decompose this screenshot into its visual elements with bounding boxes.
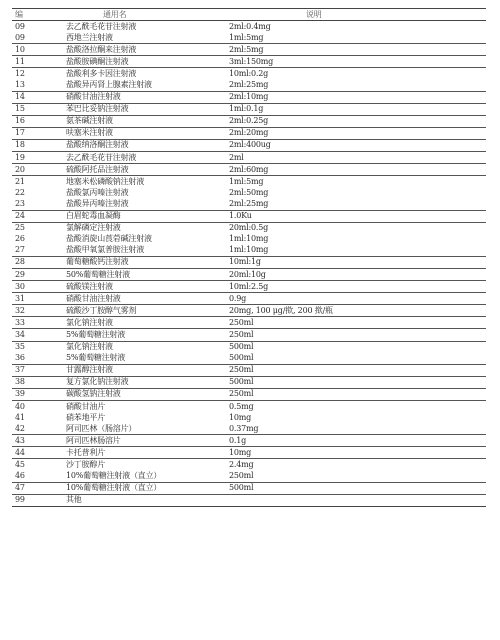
table-row xyxy=(12,44,486,56)
table-row xyxy=(12,268,486,280)
table-row xyxy=(12,305,486,317)
row-note: 2.4mg xyxy=(229,460,254,470)
row-drug-name: 5%葡萄糖注射液 xyxy=(66,353,126,363)
row-note: 10mg xyxy=(229,447,252,457)
row-note: 500ml xyxy=(229,483,254,493)
row-code: 23 xyxy=(15,198,25,208)
row-note: 10ml:0.2g xyxy=(229,68,269,78)
row-drug-name: 呋塞米注射液 xyxy=(66,128,113,138)
table-row xyxy=(12,222,486,234)
row-code: 13 xyxy=(15,80,25,90)
row-drug-name: 苯巴比妥钠注射液 xyxy=(66,104,129,114)
header-note: 说明 xyxy=(306,9,322,19)
row-note: 2ml:50mg xyxy=(229,187,269,197)
row-note: 20mg, 100 μg/揿, 200 揿/瓶 xyxy=(229,305,333,315)
table-row xyxy=(12,423,486,435)
table-body xyxy=(12,21,486,507)
table-row xyxy=(12,198,486,210)
row-note: 2ml:10mg xyxy=(229,92,269,102)
row-code: 16 xyxy=(15,116,25,126)
row-note: 250ml xyxy=(229,471,254,481)
row-code: 18 xyxy=(15,140,25,150)
row-code: 99 xyxy=(15,495,25,505)
row-drug-name: 甘露醇注射液 xyxy=(66,365,113,375)
row-code: 43 xyxy=(15,435,25,445)
table-row xyxy=(12,293,486,305)
row-note: 500ml xyxy=(229,353,254,363)
row-note: 10ml:1g xyxy=(229,257,261,267)
row-code: 29 xyxy=(15,269,25,279)
row-code: 21 xyxy=(15,176,25,186)
row-drug-name: 硫酸镁注射液 xyxy=(66,281,113,291)
row-drug-name: 硫酸沙丁胺醇气雾剂 xyxy=(66,305,137,315)
row-drug-name: 硝酸甘油注射液 xyxy=(66,293,121,303)
row-drug-name: 去乙酰毛花苷注射液 xyxy=(66,21,137,31)
row-note: 250ml xyxy=(229,365,254,375)
drug-table xyxy=(12,8,486,507)
row-code: 40 xyxy=(15,401,25,411)
row-note: 2ml:25mg xyxy=(229,198,269,208)
row-code: 10 xyxy=(15,44,25,54)
row-code: 14 xyxy=(15,92,25,102)
row-drug-name: 硝酸甘油注射液 xyxy=(66,92,121,102)
row-drug-name: 10%葡萄糖注射液（直立） xyxy=(66,471,162,481)
row-drug-name: 硝苯地平片 xyxy=(66,412,105,422)
table-row xyxy=(12,164,486,176)
header-code: 编 xyxy=(15,9,23,19)
row-note: 1ml:5mg xyxy=(229,32,264,42)
row-code: 45 xyxy=(15,460,25,470)
table-row xyxy=(12,139,486,151)
table-row xyxy=(12,376,486,388)
row-note: 2ml:5mg xyxy=(229,44,264,54)
row-code: 31 xyxy=(15,293,25,303)
row-note: 2ml:60mg xyxy=(229,164,269,174)
row-drug-name: 盐酸消旋山莨菪碱注射液 xyxy=(66,234,152,244)
row-note: 2ml:400ug xyxy=(229,140,271,150)
row-drug-name: 盐酸异丙肾上腺素注射液 xyxy=(66,80,152,90)
table-row xyxy=(12,329,486,341)
row-drug-name: 去乙酰毛花苷注射液 xyxy=(66,152,137,162)
row-drug-name: 硫酸阿托品注射液 xyxy=(66,164,129,174)
row-note: 1ml:10mg xyxy=(229,245,269,255)
row-drug-name: 复方氯化钠注射液 xyxy=(66,377,129,387)
table-row xyxy=(12,103,486,115)
row-note: 250ml xyxy=(229,389,254,399)
table-row xyxy=(12,435,486,447)
table-row xyxy=(12,447,486,459)
row-drug-name: 盐酸异丙嗪注射液 xyxy=(66,198,129,208)
table-row xyxy=(12,412,486,423)
row-note: 250ml xyxy=(229,329,254,339)
row-drug-name: 卡托普利片 xyxy=(66,447,105,457)
row-note: 10mg xyxy=(229,412,252,422)
table-row xyxy=(12,401,486,413)
row-code: 09 xyxy=(15,21,25,31)
row-drug-name: 50%葡萄糖注射液 xyxy=(66,269,130,279)
row-code: 11 xyxy=(15,56,25,66)
table-row xyxy=(12,256,486,268)
table-row xyxy=(12,459,486,471)
row-code: 47 xyxy=(15,483,25,493)
table-row xyxy=(12,210,486,222)
row-code: 38 xyxy=(15,377,25,387)
row-code: 24 xyxy=(15,211,25,221)
row-note: 2ml:0.4mg xyxy=(229,21,271,31)
row-drug-name: 盐酸甲氧氯普胺注射液 xyxy=(66,245,144,255)
table-row xyxy=(12,388,486,400)
table-row xyxy=(12,115,486,127)
row-code: 30 xyxy=(15,281,25,291)
table-row xyxy=(12,353,486,365)
row-drug-name: 碳酸氢钠注射液 xyxy=(66,389,121,399)
row-code: 26 xyxy=(15,234,25,244)
row-drug-name: 硝酸甘油片 xyxy=(66,401,105,411)
row-note: 0.37mg xyxy=(229,423,259,433)
row-drug-name: 盐酸胺碘酮注射液 xyxy=(66,56,129,66)
header-name: 通用名 xyxy=(103,9,127,19)
row-note: 1ml:10mg xyxy=(229,234,269,244)
row-drug-name: 其他 xyxy=(66,495,82,505)
table-row xyxy=(12,32,486,44)
row-drug-name: 5%葡萄糖注射液 xyxy=(66,329,126,339)
row-note: 0.9g xyxy=(229,293,247,303)
row-drug-name: 盐酸纳洛酮注射液 xyxy=(66,140,129,150)
row-drug-name: 阿司匹林（肠溶片） xyxy=(66,423,137,433)
row-code: 19 xyxy=(15,152,25,162)
row-drug-name: 葡萄糖酸钙注射液 xyxy=(66,257,129,267)
table-row xyxy=(12,482,486,494)
row-code: 20 xyxy=(15,164,25,174)
row-note: 2ml:25mg xyxy=(229,80,269,90)
row-note xyxy=(226,494,486,506)
row-drug-name: 氨茶碱注射液 xyxy=(66,116,113,126)
row-drug-name: 氯化钠注射液 xyxy=(66,317,113,327)
row-code: 35 xyxy=(15,342,25,352)
table-row xyxy=(12,127,486,139)
table-row xyxy=(12,91,486,103)
row-note: 0.1g xyxy=(229,435,247,445)
row-note: 1ml:5mg xyxy=(229,176,264,186)
row-code: 37 xyxy=(15,365,25,375)
table-row xyxy=(12,494,486,506)
row-code: 46 xyxy=(15,471,25,481)
row-code: 22 xyxy=(15,187,25,197)
row-drug-name: 白眉蛇毒血凝酶 xyxy=(66,211,121,221)
row-note: 20ml:10g xyxy=(229,269,266,279)
row-drug-name: 10%葡萄糖注射液（直立） xyxy=(66,483,162,493)
row-note: 1ml:0.1g xyxy=(229,104,264,114)
row-note: 2ml xyxy=(229,152,244,162)
row-note: 10ml:2.5g xyxy=(229,281,269,291)
row-code: 42 xyxy=(15,423,25,433)
table-row xyxy=(12,364,486,376)
row-code: 34 xyxy=(15,329,25,339)
row-code: 44 xyxy=(15,447,25,457)
row-drug-name: 盐酸氯丙嗪注射液 xyxy=(66,187,129,197)
table-row xyxy=(12,152,486,164)
row-code: 39 xyxy=(15,389,25,399)
row-code: 36 xyxy=(15,353,25,363)
row-note: 250ml xyxy=(229,317,254,327)
row-code: 27 xyxy=(15,245,25,255)
row-code: 12 xyxy=(15,68,25,78)
row-code: 33 xyxy=(15,317,25,327)
table-row xyxy=(12,234,486,245)
table-row xyxy=(12,341,486,353)
row-drug-name: 西地兰注射液 xyxy=(66,32,113,42)
table-row xyxy=(12,281,486,293)
row-note: 500ml xyxy=(229,342,254,352)
table-row xyxy=(12,56,486,68)
table-row xyxy=(12,471,486,483)
table-row xyxy=(12,317,486,329)
row-note: 2ml:20mg xyxy=(229,128,269,138)
row-drug-name: 盐酸洛拉酮来注射液 xyxy=(66,44,137,54)
row-code: 25 xyxy=(15,223,25,233)
table-row xyxy=(12,79,486,91)
row-note: 20ml:0.5g xyxy=(229,223,269,233)
document xyxy=(12,8,486,507)
row-code: 15 xyxy=(15,104,25,114)
table-row xyxy=(12,176,486,188)
row-drug-name: 沙丁胺醇片 xyxy=(66,460,105,470)
row-code: 17 xyxy=(15,128,25,138)
row-drug-name: 氯化钠注射液 xyxy=(66,342,113,352)
row-code: 32 xyxy=(15,305,25,315)
table-row xyxy=(12,21,486,33)
table-row xyxy=(12,245,486,257)
row-note: 2ml:0.25g xyxy=(229,116,269,126)
row-note: 500ml xyxy=(229,377,254,387)
row-note: 3ml:150mg xyxy=(229,56,274,66)
row-drug-name: 氯解磷定注射液 xyxy=(66,223,121,233)
row-code: 41 xyxy=(15,412,25,422)
row-code: 28 xyxy=(15,257,25,267)
row-drug-name: 盐酸利多卡因注射液 xyxy=(66,68,137,78)
row-code: 09 xyxy=(15,32,25,42)
row-note: 0.5mg xyxy=(229,401,254,411)
row-drug-name: 地塞米松磷酸钠注射液 xyxy=(66,176,144,186)
row-drug-name: 阿司匹林肠溶片 xyxy=(66,435,121,445)
row-note: 1.0Ku xyxy=(229,211,252,221)
table-row xyxy=(12,187,486,198)
table-header-row xyxy=(12,9,486,21)
table-row xyxy=(12,68,486,80)
